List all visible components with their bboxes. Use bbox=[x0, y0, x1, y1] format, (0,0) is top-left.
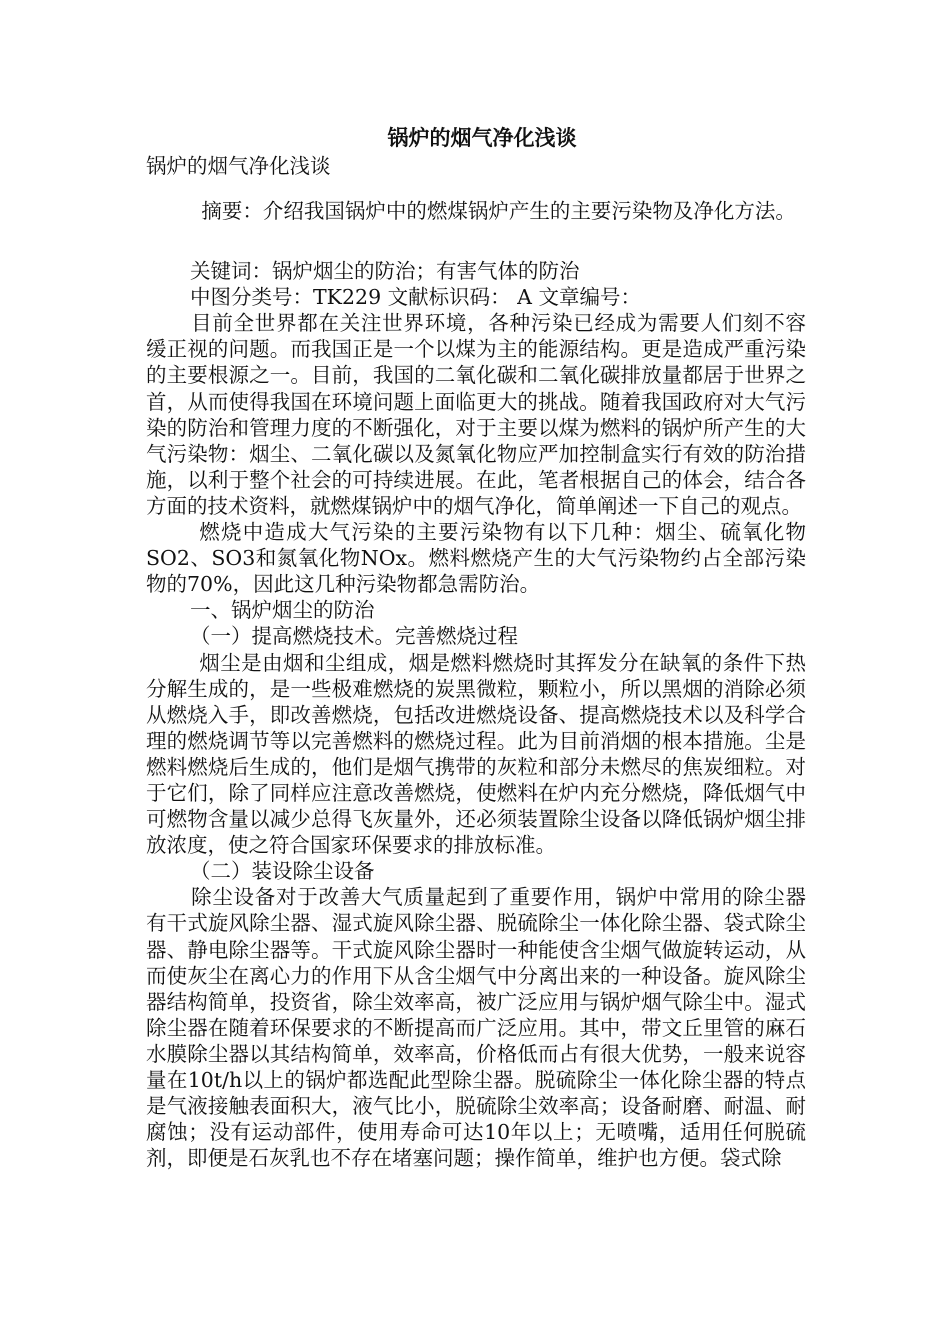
abstract-paragraph: 摘要：介绍我国锅炉中的燃煤锅炉产生的主要污染物及净化方法。 bbox=[201, 199, 796, 223]
intro-paragraph: 目前全世界都在关注世界环境，各种污染已经成为需要人们刻不容缓正视的问题。而我国正是一个以煤为主的能源结构。更是造成严重污染的主要根源之一。目前，我国的二氧化碳和二氧化碳排放量都居于世界之首，从而使得我国在环境问题上面临更大的挑战。随着我国政府对大气污染的防治和管理力度的不断强化，对于主要以煤为燃料的锅炉所产生的大气污染物：烟尘、二氧化碳以及氮氧化物应严加控制盒实行有效的防治措施，以利于整个社会的可持续进展。在此，笔者根据自己的体会，结合各方面的技术资料，就燃煤锅炉中的烟气净化，简单阐述一下自己的观点。 bbox=[146, 311, 806, 518]
subsection1-heading: （一）提高燃烧技术。完善燃烧过程 bbox=[190, 624, 518, 649]
document-page bbox=[146, 124, 806, 1171]
spacer bbox=[146, 180, 806, 198]
subsection2-paragraph: 除尘设备对于改善大气质量起到了重要作用，锅炉中常用的除尘器有干式旋风除尘器、湿式旋风除尘器、脱硫除尘一体化除尘器、袋式除尘器、静电除尘器等。干式旋风除尘器时一种能使含尘烟气做旋转运动，从而使灰尘在离心力的作用下从含尘烟气中分离出来的一种设备。旋风除尘器结构简单，投资省，除尘效率高，被广泛应用与锅炉烟气除尘中。湿式除尘器在随着环保要求的不断提高而广泛应用。其中，带文丘里管的麻石水膜除尘器以其结构简单，效率高，价格低而占有很大优势，一般来说容量在10t/h以上的锅炉都选配此型除尘器。脱硫除尘一体化除尘器的特点是气液接触表面积大，液气比小，脱硫除尘效率高；设备耐磨、耐温、耐腐蚀；没有运动部件，使用寿命可达10年以上；无喷嘴，适用任何脱硫剂，即便是石灰乳也不存在堵塞问题；操作简单，维护也方便。袋式除 bbox=[146, 885, 806, 1171]
pollutants-paragraph: 燃烧中造成大气污染的主要污染物有以下几种：烟尘、硫氧化物SO2、SO3和氮氧化物NOx。燃料燃烧产生的大气污染物约占全部污染物的70%，因此这几种污染物都急需防治。 bbox=[146, 520, 806, 597]
section1-heading: 一、锅炉烟尘的防治 bbox=[190, 598, 375, 623]
subsection2-heading: （二）装设除尘设备 bbox=[190, 859, 375, 884]
document-title: 锅炉的烟气净化浅谈 bbox=[387, 125, 577, 150]
spacer bbox=[146, 224, 806, 258]
classification-line: 中图分类号：TK229 文献标识码： A 文章编号： bbox=[190, 285, 641, 310]
subsection1-paragraph: 烟尘是由烟和尘组成，烟是燃料燃烧时其挥发分在缺氧的条件下热分解生成的，是一些极难燃烧的炭黑微粒，颗粒小，所以黑烟的消除必须从燃烧入手，即改善燃烧，包括改进燃烧设备、提高燃烧技术以及科学合理的燃烧调节等以完善燃料的燃烧过程。此为目前消烟的根本措施。尘是燃料燃烧后生成的，他们是烟气携带的灰粒和部分未燃尽的焦炭细粒。对于它们，除了同样应注意改善燃烧，使燃料在炉内充分燃烧，降低烟气中可燃物含量以减少总得飞灰量外，还必须装置除尘设备以降低锅炉烟尘排放浓度，使之符合国家环保要求的排放标准。 bbox=[146, 650, 806, 858]
keywords-line: 关键词：锅炉烟尘的防治；有害气体的防治 bbox=[190, 259, 580, 284]
document-subtitle: 锅炉的烟气净化浅谈 bbox=[146, 154, 331, 178]
